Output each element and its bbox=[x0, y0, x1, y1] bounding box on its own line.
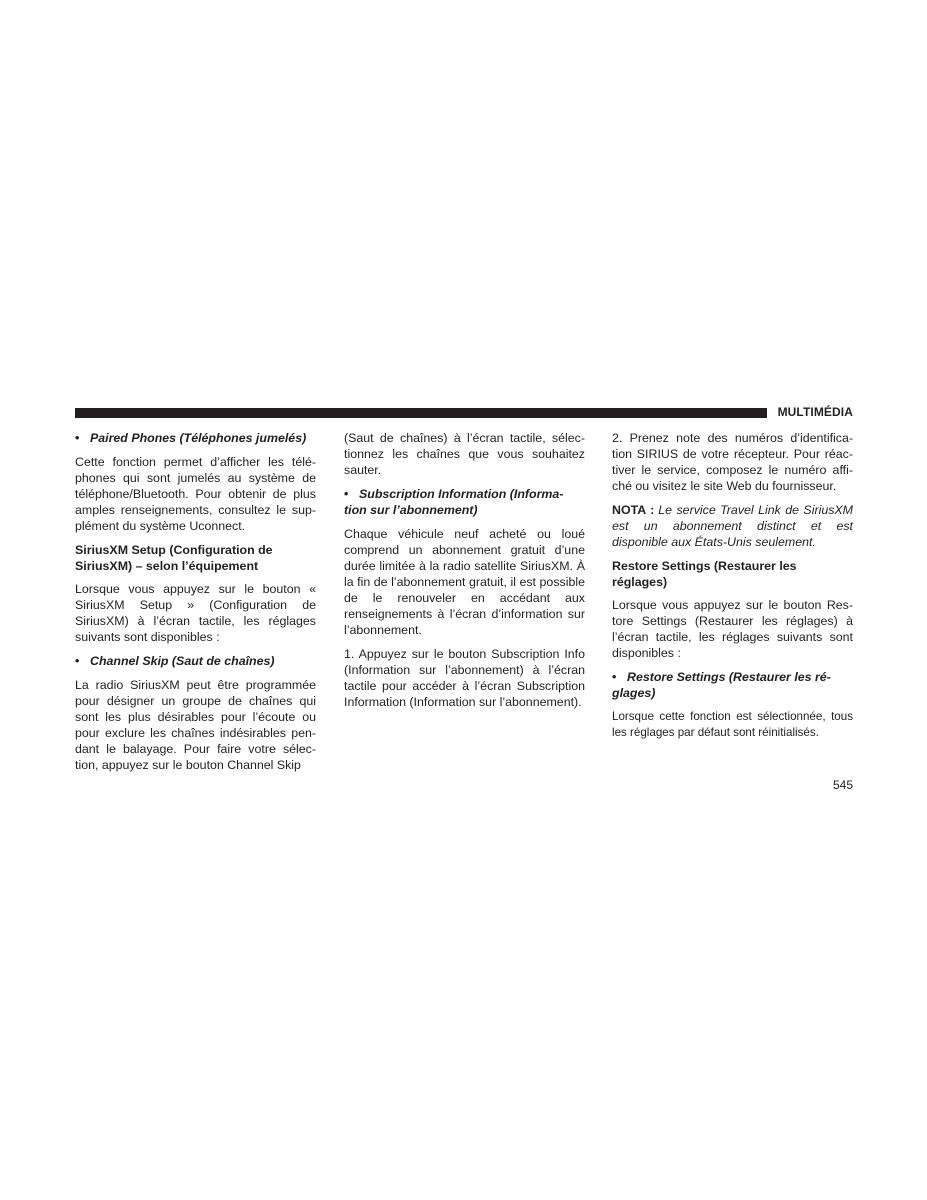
restore-settings-heading: Restore Settings (Restaurer les réglages) bbox=[612, 559, 797, 589]
siriusxm-setup-heading: SiriusXM Setup (Configuration de SiriusXM) – selon l’équipement bbox=[75, 543, 273, 573]
bullet-channel-skip bbox=[75, 653, 316, 669]
bullet-dot-icon: • bbox=[344, 487, 349, 501]
bullet-subscription-label: Subscription Information (Informa-tion sur l’abonnement) bbox=[344, 487, 564, 517]
column-3 bbox=[612, 430, 853, 749]
nota-note bbox=[612, 502, 853, 550]
channel-skip-paragraph: La radio SiriusXM peut être programmée pour désigner un groupe de chaînes qui sont les plus désirables pour l’écoute ou pour exclure les chaînes indésirables pen-dant le balayage. Pour faire votre sélec-tion, appuyez sur le bouton Channel Skip bbox=[75, 678, 316, 772]
subscription-paragraph: Chaque véhicule neuf acheté ou loué comprend un abonnement gratuit d’une durée limitée à la radio satellite SiriusXM. À la fin de l’abonnement gratuit, il est possible de le renouveler en accédant aux renseignements à l’écran d’information sur l’abonnement. bbox=[344, 527, 585, 637]
restore-settings-paragraph: Lorsque vous appuyez sur le bouton Res-tore Settings (Restaurer les réglages) à l’écran tactile, les réglages suivants sont disponibles : bbox=[612, 598, 853, 660]
siriusxm-setup-paragraph: Lorsque vous appuyez sur le bouton « SiriusXM Setup » (Configuration de SiriusXM) à l’écran tactile, les réglages suivants sont disponibles : bbox=[75, 582, 316, 644]
restore-bullet-paragraph: Lorsque cette fonction est sélectionnée, tous les réglages par défaut sont réinitialisés. bbox=[612, 710, 853, 739]
paired-phones-paragraph: Cette fonction permet d’afficher les télé-phones qui sont jumelés au système de téléphone/Bluetooth. Pour obtenir de plus amples renseignements, consultez le sup-plément du système Uconnect. bbox=[75, 455, 316, 533]
channel-skip-continued-paragraph: (Saut de chaînes) à l’écran tactile, sélec-tionnez les chaînes que vous souhaitez sauter. bbox=[344, 431, 585, 477]
bullet-restore-settings-label: Restore Settings (Restaurer les ré-glages) bbox=[612, 670, 831, 700]
bullet-subscription-information bbox=[344, 486, 585, 518]
page-number: 545 bbox=[832, 778, 853, 792]
bullet-channel-skip-label: Channel Skip (Saut de chaînes) bbox=[90, 654, 275, 668]
bullet-dot-icon: • bbox=[75, 654, 80, 668]
column-2 bbox=[344, 430, 585, 718]
bullet-dot-icon: • bbox=[75, 431, 80, 445]
nota-text: Le service Travel Link de SiriusXM est un abonnement distinct et est disponible aux États-Unis seulement. bbox=[612, 503, 854, 549]
bullet-paired-phones-label: Paired Phones (Téléphones jumelés) bbox=[90, 431, 307, 445]
step-2-paragraph: 2. Prenez note des numéros d’identifica-tion SIRIUS de votre récepteur. Pour réac-tiver le service, composez le numéro affi-ché ou visitez le site Web du fournisseur. bbox=[612, 431, 853, 493]
bullet-dot-icon: • bbox=[612, 670, 617, 684]
nota-label: NOTA : bbox=[612, 503, 655, 517]
header-rule bbox=[75, 408, 767, 418]
bullet-paired-phones bbox=[75, 430, 316, 446]
bullet-restore-settings bbox=[612, 669, 853, 701]
section-title: MULTIMÉDIA bbox=[777, 405, 853, 419]
column-1 bbox=[75, 430, 316, 781]
step-1-paragraph: 1. Appuyez sur le bouton Subscription Info (Information sur l’abonnement) à l’écran tactile pour accéder à l’écran Subscription Information (Information sur l’abonnement). bbox=[344, 647, 585, 709]
